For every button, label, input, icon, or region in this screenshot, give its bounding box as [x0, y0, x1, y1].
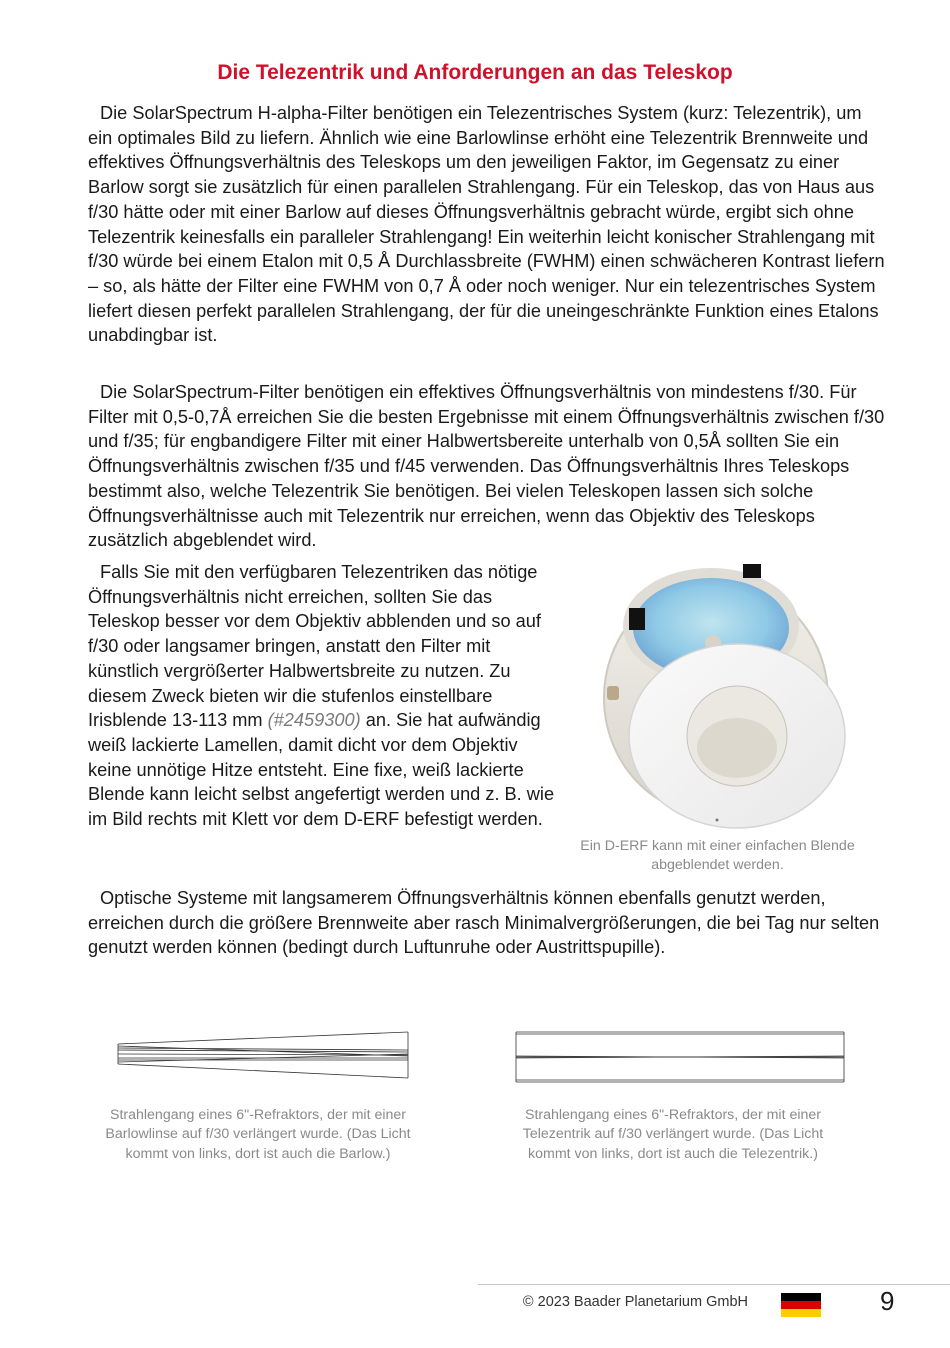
paragraph-text: an. Sie hat aufwändig weiß lackierte Lamellen, damit dicht vor dem Objektiv keine unnötige Hitze entsteht. Eine fixe, weiß lackierte Blende kann leicht selbst angefertigt werden und z. B. wie im Bild rechts mit Klett vor dem D-ERF befestigt werden. [88, 710, 555, 830]
page-number: 9 [880, 1286, 895, 1316]
telecentric-diagram-caption: Strahlengang eines 6"-Refraktors, der mit einer Telezentrik auf f/30 verlängert wurde. (Das Licht kommt von links, dort ist auch die Telezentrik.) [522, 1107, 824, 1162]
paragraph-text: Die SolarSpectrum H-alpha-Filter benötigen ein Telezentrisches System (kurz: Telezentrik), um ein optimales Bild zu liefern. Ähnlich wie eine Barlowlinse erhöht eine Telezentrik Brennweite und effektives Öffnungsverhältnis des Teleskops um den jeweiligen Faktor, im Gegensatz zu einer Barlow sorgt sie zusätzlich für einen parallelen Strahlengang. Für ein Teleskop, das von Haus aus f/30 hätte oder mit einer Barlow auf dieses Öffnungsverhältnis gebracht würde, ergibt sich ohne Telezentrik keinesfalls ein paralleler Strahlengang! Ein weiterhin leicht konischer Strahlengang mit f/30 würde bei einem Etalon mit 0,5 Å Durchlassbreite (FWHM) einen schwächeren Kontrast liefern – so, als hätte der Filter eine FWHM von 0,7 Å oder noch weniger. Nur ein telezentrisches System liefert diesen perfekt parallelen Strahlengang, der für die uneingeschränkte Funktion eines Etalons unabdingbar ist. [88, 103, 885, 346]
page-title: Die Telezentrik und Anforderungen an das Teleskop [217, 61, 733, 84]
paragraph-slow-systems [88, 886, 888, 960]
barlow-ray-path-diagram [112, 1026, 412, 1082]
flag-stripe-gold [781, 1309, 821, 1317]
product-reference: (#2459300) [267, 710, 361, 731]
germany-flag-icon [781, 1293, 821, 1317]
paragraph-text: Falls Sie mit den verfügbaren Telezentriken das nötige Öffnungsverhältnis nicht erreichen, sollten Sie das Teleskop besser vor dem Objektiv abblenden und so auf f/30 oder langsamer bringen, anstatt den Filter mit künstlich vergrößerter Halbwertsbreite zu nutzen. Zu diesem Zweck bieten wir die stufenlos einstellbare Irisblende 13-113 mm [88, 562, 541, 731]
paragraph-aperture-stop [88, 560, 558, 832]
paragraph-text: Optische Systeme mit langsamerem Öffnungsverhältnis können ebenfalls genutzt werden, erreichen durch die größere Brennweite aber rasch Minimalvergrößerungen, die bei Tag nur selten genutzt werden können (bedingt durch Luftunruhe oder Austrittspupille). [88, 888, 880, 958]
d-erf-aperture-photo [585, 548, 847, 830]
paragraph-telecentric-intro [88, 101, 888, 348]
footer-divider [478, 1284, 950, 1285]
telecentric-ray-path-diagram [512, 1026, 852, 1086]
flag-stripe-black [781, 1293, 821, 1301]
copyright-notice: © 2023 Baader Planetarium GmbH [522, 1294, 748, 1310]
flag-stripe-red [781, 1301, 821, 1309]
barlow-diagram-caption: Strahlengang eines 6"-Refraktors, der mit einer Barlowlinse auf f/30 verlängert wurde. (Das Licht kommt von links, dort ist auch die Barlow.) [105, 1107, 411, 1162]
photo-caption: Ein D-ERF kann mit einer einfachen Blende abgeblendet werden. [580, 838, 855, 874]
paragraph-text: Die SolarSpectrum-Filter benötigen ein effektives Öffnungsverhältnis von mindestens f/30. Für Filter mit 0,5-0,7Å erreichen Sie die besten Ergebnisse mit einem Öffnungsverhältnis zwischen f/30 und f/35; für engbandigere Filter mit einer Halbwertsbereite unterhalb von 0,5Å sollten Sie ein Öffnungsverhältnis zwischen f/35 und f/45 verwenden. Das Öffnungsverhältnis Ihres Teleskops bestimmt also, welche Telezentrik Sie benötigen. Bei vielen Teleskopen lassen sich solche Öffnungsverhältnisse auch mit Telezentrik nur erreichen, wenn das Objektiv des Teleskops zusätzlich abgeblendet wird. [88, 382, 885, 551]
paragraph-focal-ratio [88, 380, 888, 553]
